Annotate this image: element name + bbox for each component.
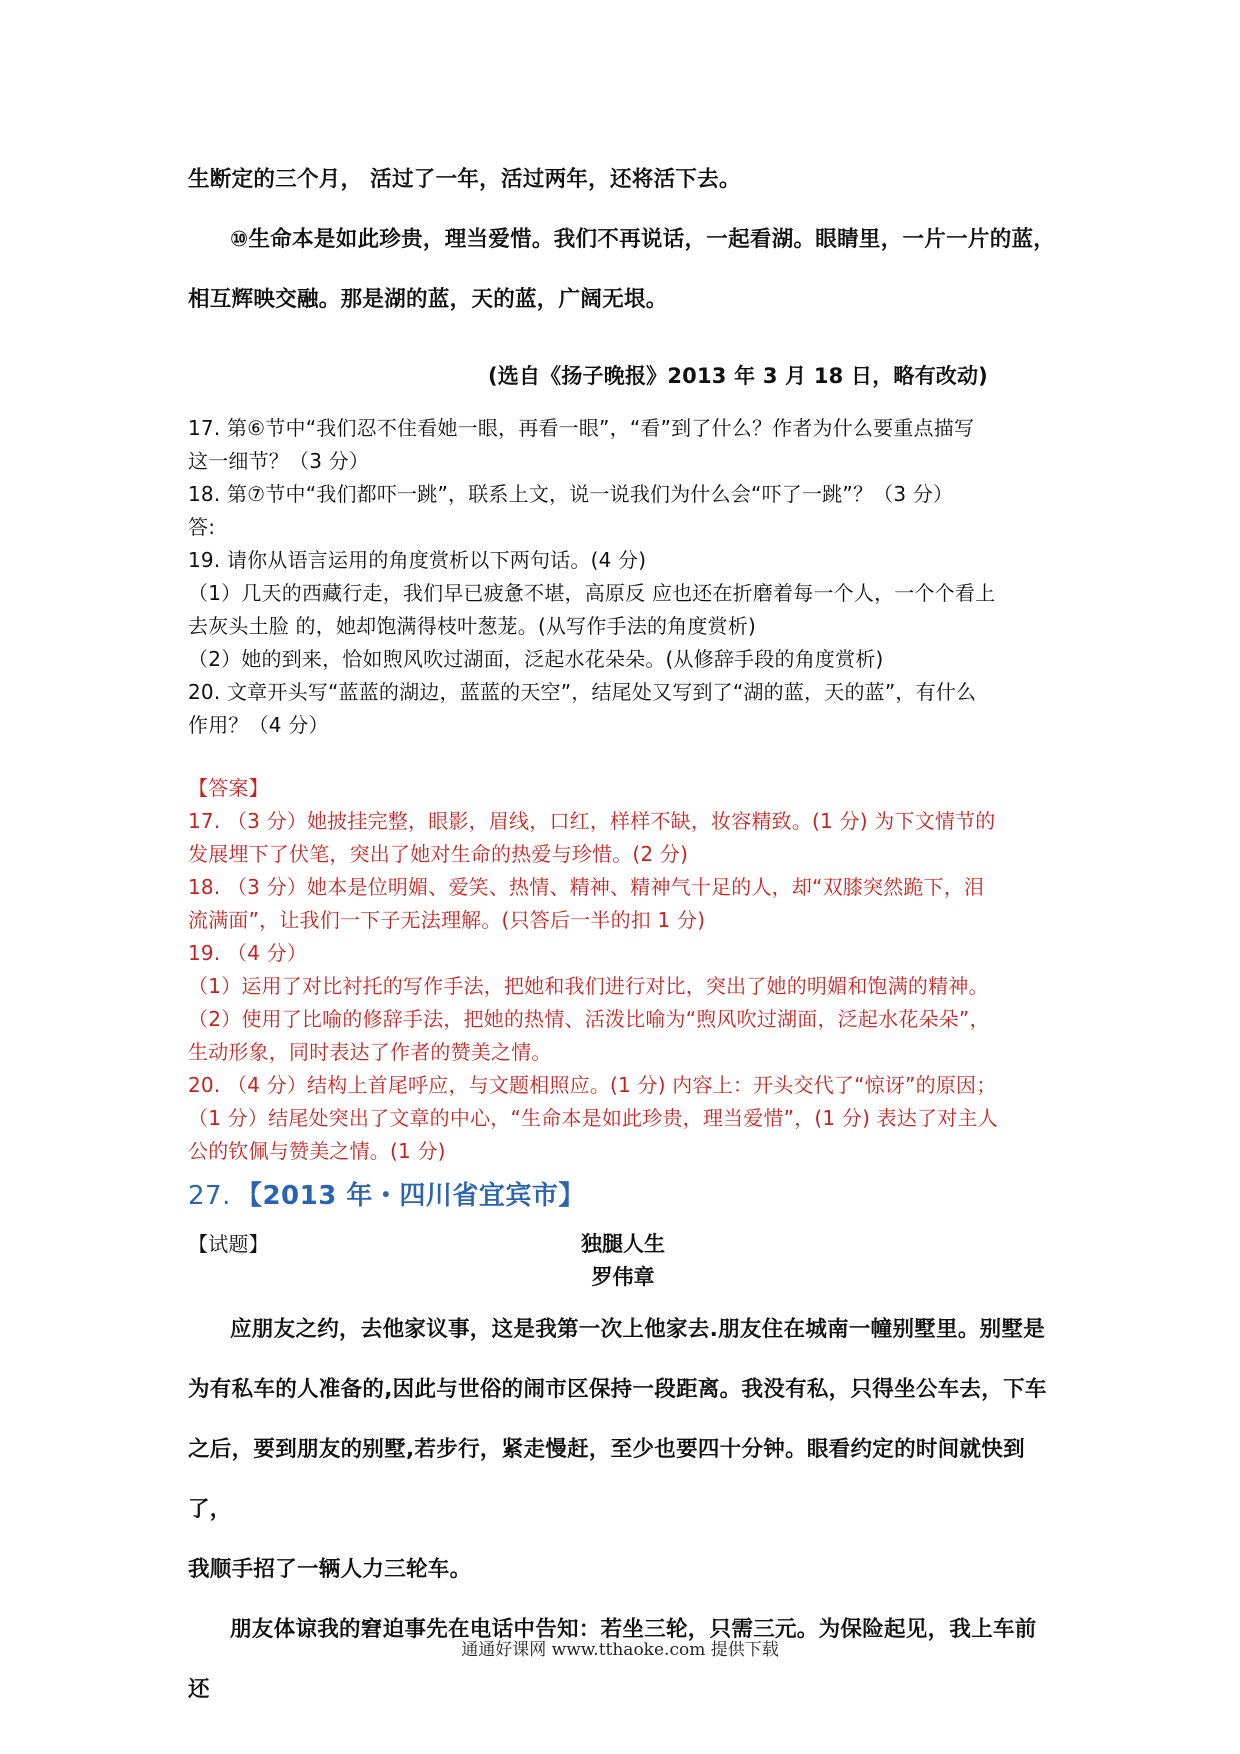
article-line: 朋友体谅我的窘迫事先在电话中告知：若坐三轮，只需三元。为保险起见，我上车前还 xyxy=(188,1617,1037,1702)
exam-label: 【试题】 xyxy=(188,1232,269,1256)
answer-line: 19. （4 分） xyxy=(188,941,308,965)
passage-line: ⑩生命本是如此珍贵，理当爱惜。我们不再说话，一起看湖。眼睛里，一片一片的蓝， xyxy=(230,227,1056,252)
question-line: （2）她的到来，恰如煦风吹过湖面，泛起水花朵朵。(从修辞手段的角度赏析) xyxy=(188,647,884,671)
article-line: 应朋友之约，去他家议事，这是我第一次上他家去.朋友住在城南一幢别墅里。别墅是 xyxy=(230,1317,1046,1342)
answer-line: 18. （3 分）她本是位明媚、爱笑、热情、精神、精神气十足的人，却“双膝突然跪下，泪 xyxy=(188,875,985,899)
question-line: 20. 文章开头写“蓝蓝的湖边，蓝蓝的天空”，结尾处又写到了“湖的蓝，天的蓝”，有什么 xyxy=(188,680,977,704)
article-title: 独腿人生 xyxy=(581,1232,665,1256)
answer-line: （1）运用了对比衬托的写作手法，把她和我们进行对比，突出了她的明媚和饱满的精神。 xyxy=(188,974,989,998)
article-line: 之后，要到朋友的别墅,若步行，紧走慢赶，至少也要四十分钟。眼看约定的时间就快到了， xyxy=(188,1437,1025,1522)
passage-line: 相互辉映交融。那是湖的蓝，天的蓝，广阔无垠。 xyxy=(188,287,668,312)
article-line: 我顺手招了一辆人力三轮车。 xyxy=(188,1557,472,1582)
answer-line: 17. （3 分）她披挂完整，眼影，眉线，口红，样样不缺，妆容精致。(1 分) 为下文情节的 xyxy=(188,809,996,833)
question-line: 答: xyxy=(188,515,216,539)
section-title: 【2013 年・四川省宜宾市】 xyxy=(235,1181,585,1211)
answer-line: 发展埋下了伏笔，突出了她对生命的热爱与珍惜。(2 分) xyxy=(188,842,689,866)
question-line: 17. 第⑥节中“我们忍不住看她一眼，再看一眼”，“看”到了什么？作者为什么要重点描写 xyxy=(188,416,975,440)
questions-block xyxy=(188,412,1058,742)
article-line: 为有私车的人准备的,因此与世俗的闹市区保持一段距离。我没有私，只得坐公车去，下车 xyxy=(188,1377,1047,1402)
answer-line: 流满面”，让我们一下子无法理解。(只答后一半的扣 1 分) xyxy=(188,908,706,932)
answer-line: （1 分）结尾处突出了文章的中心，“生命本是如此珍贵，理当爱惜”，(1 分) 表达了对主人 xyxy=(188,1106,998,1130)
answer-line: 生动形象，同时表达了作者的赞美之情。 xyxy=(188,1040,552,1064)
passage-line: 生断定的三个月， 活过了一年，活过两年，还将活下去。 xyxy=(188,167,741,192)
question-line: 去灰头土脸 的，她却饱满得枝叶葱茏。(从写作手法的角度赏析) xyxy=(188,614,756,638)
section-heading xyxy=(188,1175,1058,1212)
article-author: 罗伟章 xyxy=(591,1265,655,1289)
question-line: 19. 请你从语言运用的角度赏析以下两句话。(4 分) xyxy=(188,548,647,572)
article-header xyxy=(188,1228,1058,1294)
answer-line: （2）使用了比喻的修辞手法，把她的热情、活泼比喻为“煦风吹过湖面，泛起水花朵朵”， xyxy=(188,1007,990,1031)
answer-line: 公的钦佩与赞美之情。(1 分) xyxy=(188,1139,446,1163)
page-footer: 通通好课网 www.tthaoke.com 提供下载 xyxy=(461,1640,779,1660)
question-line: 作用？（4 分） xyxy=(188,713,329,737)
answer-label: 【答案】 xyxy=(188,776,269,800)
question-line: 这一细节？（3 分） xyxy=(188,449,370,473)
source-citation: (选自《扬子晚报》2013 年 3 月 18 日，略有改动) xyxy=(487,364,988,388)
question-line: 18. 第⑦节中“我们都吓一跳”，联系上文，说一说我们为什么会“吓了一跳”？（3 分） xyxy=(188,482,954,506)
answers-block xyxy=(188,772,1058,1168)
question-line: （1）几天的西藏行走，我们早已疲惫不堪，高原反 应也还在折磨着每一个人，一个个看上 xyxy=(188,581,996,605)
passage-end xyxy=(188,150,1058,330)
section-number: 27. xyxy=(188,1181,231,1211)
answer-line: 20. （4 分）结构上首尾呼应，与文题相照应。(1 分) 内容上：开头交代了“惊讶”的原因； xyxy=(188,1073,997,1097)
